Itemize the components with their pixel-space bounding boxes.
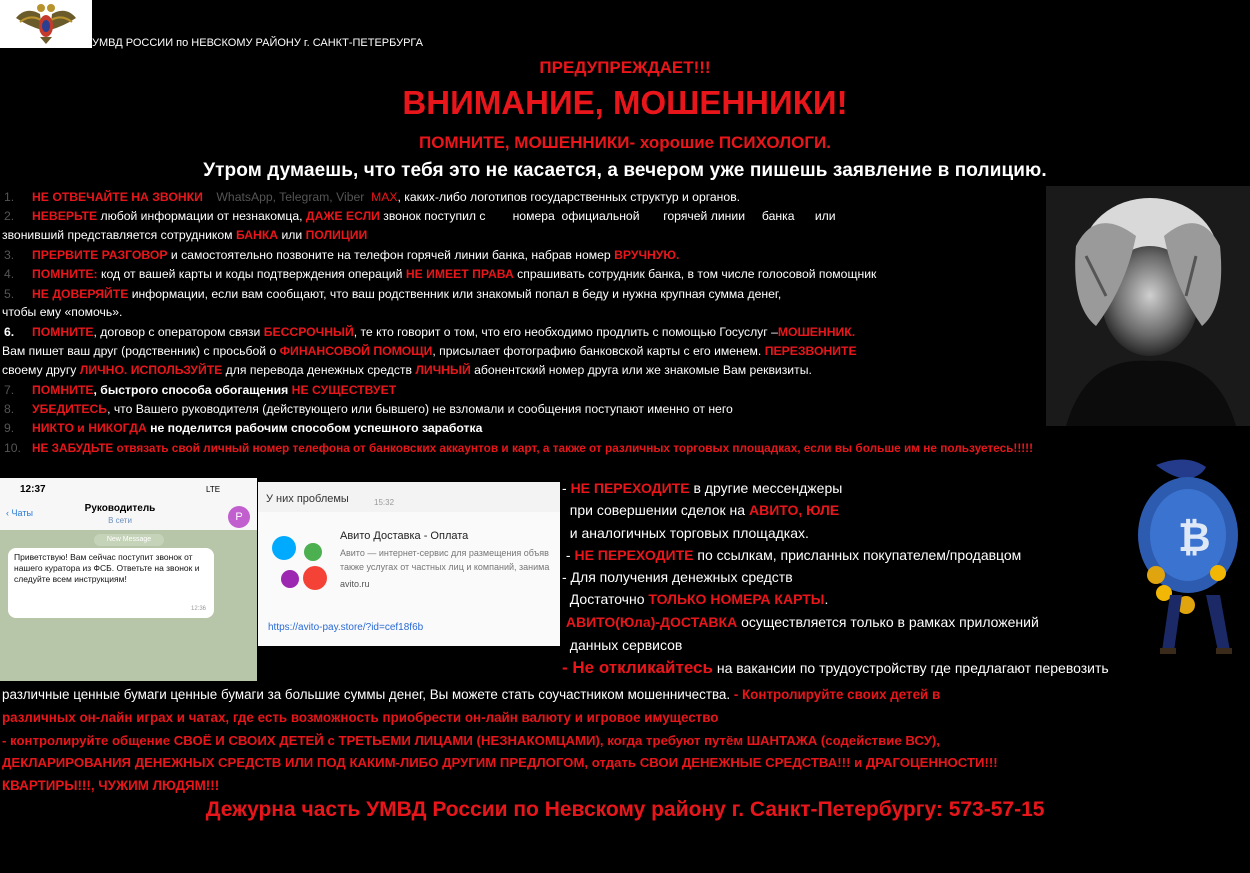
- org-title: УМВД РОССИИ по НЕВСКОМУ РАЙОНУ г. САНКТ-ПЕТЕРБУРГА: [92, 37, 423, 49]
- bottom-line-2: различных он-лайн играх и чатах, где есть возможность приобрести он-лайн валюту и игровое имущество: [2, 710, 719, 725]
- list-item-1: 1. НЕ ОТВЕЧАЙТЕ НА ЗВОНКИ WhatsApp, Telegram, Viber MAX, каких-либо логотипов государственных структур и органов.: [4, 190, 741, 204]
- list-item-8: 8. УБЕДИТЕСЬ, что Вашего руководителя (действующего или бывшего) не взломали и сообщения поступают именно от него: [4, 402, 733, 416]
- morning-slogan: Утром думаешь, что тебя это не касается, а вечером уже пишешь заявление в полицию.: [203, 160, 1047, 181]
- right-line-4: - НЕ ПЕРЕХОДИТЕ по ссылкам, присланных покупателем/продавцом: [562, 547, 1022, 563]
- right-line-9: - Не откликайтесь на вакансии по трудоустройству где предлагают перевозить: [562, 658, 1109, 677]
- list-item-6-continued: Вам пишет ваш друг (родственник) с просьбой о ФИНАНСОВОЙ ПОМОЩИ, присылает фотографию банковской карты с его именем. ПЕРЕЗВОНИТЕ: [2, 344, 857, 358]
- fake-boss-chat-screenshot: [0, 478, 257, 681]
- list-item-5-continued: чтобы ему «помочь».: [2, 305, 123, 319]
- avito-phishing-link[interactable]: https://avito-pay.store/?id=cef18f6b: [268, 622, 424, 633]
- bottom-line-3: - контролируйте общение СВОЁ И СВОИХ ДЕТЕЙ с ТРЕТЬЕМИ ЛИЦАМИ (НЕЗНАКОМЦАМИ), когда требуют путём ШАНТАЖА (содействие ВСУ),: [2, 733, 940, 748]
- chat-message-bubble: [8, 548, 214, 618]
- warning-heading: ПРЕДУПРЕЖДАЕТ!!!: [539, 58, 711, 77]
- chat-message-time: 12:36: [190, 606, 206, 612]
- list-item-3: 3. ПРЕРВИТЕ РАЗГОВОР и самостоятельно позвоните на телефон горячей линии банка, набрав номер ВРУЧНУЮ.: [4, 248, 680, 262]
- chat-back-label: Чаты: [11, 508, 33, 518]
- right-line-6: Достаточно ТОЛЬКО НОМЕРА КАРТЫ.: [562, 591, 829, 607]
- page-title: ВНИМАНИЕ, МОШЕННИКИ!: [402, 84, 848, 121]
- list-item-10: 10. НЕ ЗАБУДЬТЕ отвязать свой личный номер телефона от банковских аккаунтов и карт, а также от различных торговых площадках, если вы больше им не пользуетесь!!!!!: [4, 441, 1034, 455]
- list-item-2-continued: звонивший представляется сотрудником БАНКА или ПОЛИЦИИ: [2, 228, 368, 242]
- chat-network: LTE: [206, 485, 221, 494]
- chevron-left-icon: ‹: [6, 508, 9, 518]
- bottom-line-4: ДЕКЛАРИРОВАНИЯ ДЕНЕЖНЫХ СРЕДСТВ ИЛИ ПОД КАКИМ-ЛИБО ДРУГИМ ПРЕДЛОГОМ, отдать СВОИ ДЕНЕЖНЫЕ СРЕДСТВА!!! и ДРАГОЦЕННОСТИ!!!: [2, 755, 998, 770]
- bottom-line-5: КВАРТИРЫ!!!, ЧУЖИМ ЛЮДЯМ!!!: [2, 778, 220, 793]
- list-item-4: 4. ПОМНИТЕ: код от вашей карты и коды подтверждения операций НЕ ИМЕЕТ ПРАВА спрашивать сотрудник банка, в том числе голосовой помощник: [4, 267, 877, 281]
- avito-domain: avito.ru: [340, 579, 370, 589]
- avatar: Р: [228, 506, 250, 528]
- list-item-2: 2. НЕВЕРЬТЕ любой информации от незнакомца, ДАЖЕ ЕСЛИ звонок поступил с номера официальной горячей линии банка или: [4, 209, 836, 223]
- chat-contact-status: В сети: [108, 516, 132, 525]
- list-item-6-continued-2: своему другу ЛИЧНО. ИСПОЛЬЗУЙТЕ для перевода денежных средств ЛИЧНЫЙ абонентский номер друга или же знакомые Вам реквизиты.: [2, 363, 812, 377]
- chat-contact-name: Руководитель: [84, 503, 156, 514]
- right-line-1: - НЕ ПЕРЕХОДИТЕ в другие мессенджеры: [562, 480, 843, 496]
- list-item-5: 5. НЕ ДОВЕРЯЙТЕ информации, если вам сообщают, что ваш родственник или знакомый попал в беду и нужна крупная сумма денег,: [4, 287, 782, 301]
- svg-text:₿: ₿: [1178, 515, 1211, 561]
- right-line-3: и аналогичных торговых площадках.: [562, 525, 809, 541]
- list-item-7: 7. ПОМНИТЕ, быстрого способа обогащения НЕ СУЩЕСТВУЕТ: [4, 383, 397, 397]
- chat-time: 12:37: [20, 484, 46, 495]
- right-line-5: - Для получения денежных средств: [562, 569, 793, 585]
- new-message-badge: New Message: [94, 534, 164, 546]
- duty-phone-footer: Дежурна часть УМВД России по Невскому району г. Санкт-Петербургу: 573-57-15: [205, 798, 1045, 821]
- avito-logo-icon: [268, 532, 328, 596]
- avito-title: Авито Доставка - Оплата: [340, 530, 469, 542]
- psychologists-heading: ПОМНИТЕ, МОШЕННИКИ- хорошие ПСИХОЛОГИ.: [419, 133, 831, 152]
- chat-message-text: Приветствую! Вам сейчас поступит звонок от нашего куратора из ФСБ. Ответьте на звонок и следуйте всем инструкциям!: [14, 552, 200, 584]
- right-line-2: при совершении сделок на АВИТО, ЮЛЕ: [562, 502, 840, 518]
- list-item-6: 6. ПОМНИТЕ, договор с оператором связи БЕССРОЧНЫЙ, те кто говорит о том, что его необходимо продлить с помощью Госуслуг –МОШЕННИК.: [4, 325, 856, 339]
- list-item-9: 9. НИКТО и НИКОГДА не поделится рабочим способом успешного заработка: [4, 421, 483, 435]
- police-emblem-logo: [0, 0, 92, 48]
- worried-elder-photo: [1046, 186, 1250, 426]
- avito-time: 15:32: [374, 498, 395, 507]
- bottom-line-1: различные ценные бумаги ценные бумаги за большие суммы денег, Вы можете стать соучастником мошенничества. - Контролируйте своих детей в: [2, 687, 941, 702]
- avito-chat-header: У них проблемы: [266, 493, 349, 505]
- fake-avito-link-screenshot: [258, 482, 560, 646]
- right-line-7: АВИТО(Юла)-ДОСТАВКА осуществляется только в рамках приложений: [565, 614, 1039, 630]
- avito-desc-2: также услугах от частных лиц и компаний, занима: [340, 562, 550, 572]
- thief-bitcoin-bag-icon: [1126, 455, 1250, 655]
- avito-desc-1: Авито — интернет-сервис для размещения объяв: [340, 548, 549, 558]
- right-line-8: данных сервисов: [562, 637, 683, 653]
